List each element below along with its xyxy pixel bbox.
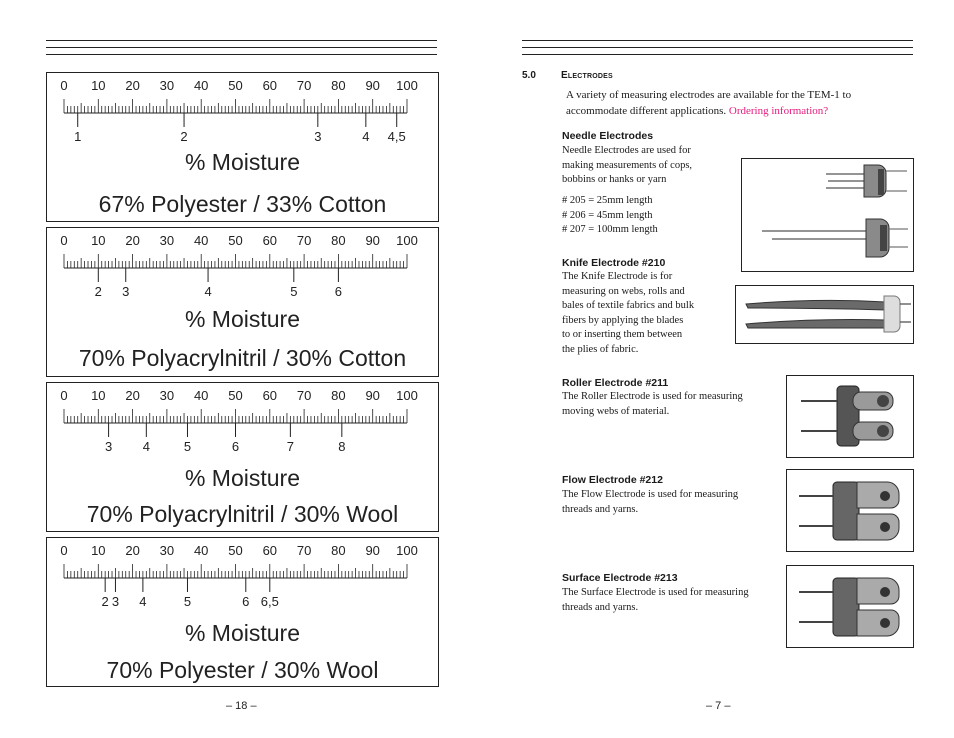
material-label: 70% Polyacrylnitril / 30% Cotton: [78, 345, 407, 371]
left-header-rules: [46, 40, 437, 60]
text-line: bales of textile fabrics and bulk: [562, 300, 695, 312]
moisture-mark-label: 2: [101, 594, 109, 609]
spec-206: # 206 = 45mm length: [562, 209, 653, 221]
moisture-mark-label: 4: [362, 129, 370, 144]
scale-label: 30: [159, 543, 175, 558]
section-number: 5.0: [522, 70, 536, 81]
needle-electrodes-description: [562, 144, 692, 188]
scale-label: 80: [331, 388, 346, 403]
scale-label: 40: [193, 388, 209, 403]
moisture-mark-label: 4,5: [387, 129, 406, 144]
scale-label: 60: [262, 388, 278, 403]
needle-electrodes-image: [741, 158, 914, 272]
moisture-mark-label: 5: [183, 594, 192, 609]
text-line: The Flow Electrode is used for measuring: [562, 489, 739, 500]
text-line: measuring on webs, rolls and: [562, 285, 685, 297]
scale-label: 100: [396, 233, 418, 248]
needle-electrodes-specs: [562, 194, 658, 238]
moisture-mark-label: 4: [139, 594, 147, 609]
scale-label: 10: [91, 78, 106, 93]
moisture-mark-label: 6: [231, 439, 240, 454]
scale-label: 30: [159, 388, 175, 403]
scale-label: 90: [365, 543, 380, 558]
scale-label: 0: [60, 78, 68, 93]
scale-label: 30: [159, 78, 175, 93]
moisture-mark-label: 7: [286, 439, 294, 454]
roller-electrode-image: [786, 375, 914, 458]
moisture-scale: [47, 228, 438, 308]
intro-paragraph: [566, 87, 896, 119]
flow-electrode-image: [786, 469, 914, 552]
moisture-mark-label: 3: [314, 129, 322, 144]
scale-label: 80: [331, 78, 346, 93]
moisture-scale: [47, 383, 438, 463]
text-line: threads and yarns.: [562, 503, 639, 515]
moisture-mark-label: 5: [183, 439, 192, 454]
scale-label: 40: [193, 78, 209, 93]
moisture-mark-label: 8: [338, 439, 346, 454]
spec-205: # 205 = 25mm length: [562, 195, 653, 206]
material-label: 67% Polyester / 33% Cotton: [98, 191, 387, 217]
knife-electrode-image: [735, 285, 914, 344]
spec-207: # 207 = 100mm length: [562, 224, 658, 236]
moisture-mark-label: 2: [180, 129, 188, 144]
scale-label: 60: [262, 78, 278, 93]
text-line: threads and yarns.: [562, 601, 639, 613]
moisture-scale-panel-2: [46, 227, 439, 377]
text-line: The Knife Electrode is for: [562, 271, 673, 282]
scale-label: 50: [228, 233, 243, 248]
scale-label: 90: [365, 78, 380, 93]
moisture-mark-label: 6: [334, 284, 343, 299]
moisture-label: % Moisture: [184, 620, 301, 646]
scale-label: 90: [365, 388, 380, 403]
text-line: Needle Electrodes are used for: [562, 145, 691, 156]
moisture-mark-label: 5: [290, 284, 298, 299]
flow-electrode-heading: Flow Electrode #212: [562, 474, 663, 486]
moisture-mark-label: 6: [242, 594, 250, 609]
scale-label: 40: [193, 233, 209, 248]
roller-electrode-description: [562, 390, 743, 419]
knife-electrode-heading: Knife Electrode #210: [562, 257, 666, 269]
moisture-mark-label: 6,5: [260, 594, 279, 609]
scale-label: 100: [396, 388, 418, 403]
moisture-mark-label: 3: [122, 284, 130, 299]
scale-label: 80: [331, 543, 346, 558]
moisture-scale: [47, 73, 438, 153]
moisture-mark-label: 1: [74, 129, 82, 144]
scale-label: 20: [125, 233, 140, 248]
scale-label: 0: [60, 543, 68, 558]
scale-label: 10: [91, 543, 106, 558]
page-number-left: – 18 –: [226, 700, 257, 712]
right-header-rules: [522, 40, 913, 60]
intro-line-1: A variety of measuring electrodes are available for the TEM-1 to: [566, 89, 852, 101]
scale-label: 50: [228, 78, 243, 93]
section-title: Electrodes: [561, 70, 613, 81]
scale-label: 40: [193, 543, 209, 558]
scale-label: 70: [296, 388, 312, 403]
text-line: the plies of fabric.: [562, 343, 639, 355]
moisture-mark-label: 4: [204, 284, 212, 299]
moisture-mark-label: 3: [104, 439, 113, 454]
text-line: bobbins or hanks or yarn: [562, 174, 667, 186]
moisture-label: % Moisture: [184, 149, 301, 175]
scale-label: 90: [365, 233, 380, 248]
scale-label: 80: [331, 233, 346, 248]
scale-label: 10: [91, 233, 106, 248]
ordering-info-link[interactable]: Ordering information?: [728, 105, 829, 117]
scale-label: 50: [228, 543, 243, 558]
scale-label: 70: [296, 543, 312, 558]
roller-electrode-heading: Roller Electrode #211: [562, 377, 669, 389]
scale-label: 50: [228, 388, 243, 403]
surface-electrode-image: [786, 565, 914, 648]
scale-label: 30: [159, 233, 175, 248]
scale-label: 60: [262, 543, 278, 558]
text-line: to or inserting them between: [562, 329, 683, 341]
material-label: 70% Polyester / 30% Wool: [106, 657, 379, 683]
text-line: The Roller Electrode is used for measuring: [562, 391, 743, 402]
text-line: moving webs of material.: [562, 405, 670, 417]
scale-label: 70: [296, 233, 312, 248]
text-line: fibers by applying the blades: [562, 314, 684, 326]
knife-electrode-description: [562, 270, 694, 358]
scale-label: 60: [262, 233, 278, 248]
moisture-scale-panel-3: [46, 382, 439, 532]
scale-label: 20: [125, 78, 140, 93]
scale-label: 20: [125, 543, 140, 558]
scale-label: 70: [296, 78, 312, 93]
moisture-mark-label: 2: [94, 284, 102, 299]
text-line: The Surface Electrode is used for measuring: [562, 587, 749, 598]
scale-label: 100: [396, 78, 418, 93]
moisture-label: % Moisture: [184, 465, 301, 491]
moisture-label: % Moisture: [184, 306, 301, 332]
surface-electrode-description: [562, 586, 749, 615]
scale-label: 10: [91, 388, 106, 403]
text-line: making measurements of cops,: [562, 159, 693, 171]
scale-label: 0: [60, 233, 68, 248]
material-label: 70% Polyacrylnitril / 30% Wool: [86, 501, 399, 527]
page-number-right: – 7 –: [706, 700, 731, 712]
moisture-mark-label: 3: [111, 594, 120, 609]
scale-label: 0: [60, 388, 68, 403]
moisture-scale-panel-1: [46, 72, 439, 222]
moisture-scale: [47, 538, 438, 618]
needle-electrodes-heading: Needle Electrodes: [562, 130, 654, 142]
surface-electrode-heading: Surface Electrode #213: [562, 572, 678, 584]
moisture-mark-label: 4: [142, 439, 150, 454]
intro-line-2: accommodate different applications.: [566, 105, 727, 117]
moisture-scale-panel-4: [46, 537, 439, 687]
scale-label: 20: [125, 388, 140, 403]
flow-electrode-description: [562, 488, 738, 517]
scale-label: 100: [396, 543, 418, 558]
